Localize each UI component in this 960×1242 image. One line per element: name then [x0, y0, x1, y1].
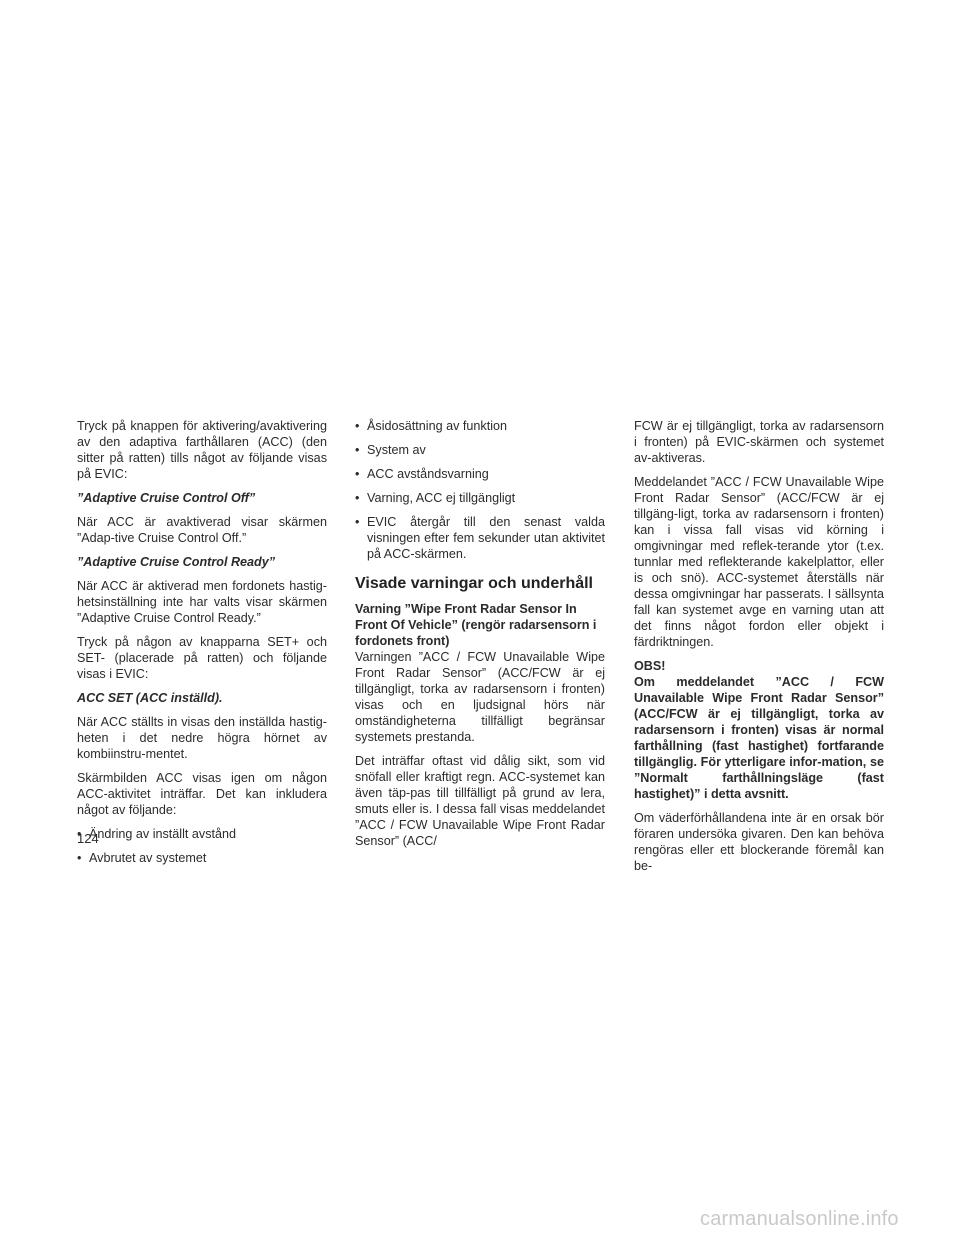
note-label: OBS!	[634, 659, 666, 673]
column-middle	[355, 418, 605, 857]
list-item: • ACC avståndsvarning	[355, 466, 605, 482]
bullet-list	[355, 418, 605, 562]
message-heading-off: ”Adaptive Cruise Control Off”	[77, 491, 256, 505]
list-item: • Varning, ACC ej tillgängligt	[355, 490, 605, 506]
note-text: Om meddelandet ”ACC / FCW Unavailable Wipe Front Radar Sensor” (ACC/FCW är ej tillgängligt, torka av radarsensorn i fronten) visas är normal farthållning (fast hastighet) fortfarande tillgänglig. För ytterligare infor-mation, se ”Normalt farthållningsläge (fast hastighet)” i detta avsnitt.	[634, 675, 884, 801]
paragraph: När ACC är avaktiverad visar skärmen ”Adap-tive Cruise Control Off.”	[77, 515, 327, 545]
paragraph: FCW är ej tillgängligt, torka av radarsensorn i fronten) på EVIC-skärmen och systemet av-aktiveras.	[634, 419, 884, 465]
message-heading-ready: ”Adaptive Cruise Control Ready”	[77, 555, 276, 569]
list-item: • System av	[355, 442, 605, 458]
paragraph: Tryck på någon av knapparna SET+ och SET- (placerade på ratten) och följande visas i EVIC:	[77, 635, 327, 681]
paragraph: När ACC ställts in visas den inställda hastig-heten i det nedre högra hörnet av kombiinstru-mentet.	[77, 715, 327, 761]
column-right	[634, 418, 884, 882]
paragraph: Tryck på knappen för aktivering/avaktivering av den adaptiva farthållaren (ACC) (den sitter på ratten) tills något av följande visas på EVIC:	[77, 419, 327, 481]
column-left	[77, 418, 327, 874]
message-heading-set: ACC SET (ACC inställd).	[77, 691, 223, 705]
paragraph: Meddelandet ”ACC / FCW Unavailable Wipe Front Radar Sensor” (ACC/FCW är ej tillgäng-ligt, torka av radarsensorn i fronten) kan i vissa fall visas vid körning i omgivningar med reflek-terande ytor (t.ex. tunnlar med reflekterande kakelplattor, eller is och snö). ACC-systemet återställs när dessa omgivningar har passerats. I sällsynta fall kan systemet avge en varning utan att det finns något fordon eller objekt i färdriktningen.	[634, 475, 884, 649]
list-item: • Åsidosättning av funktion	[355, 418, 605, 434]
page-number: 124	[77, 831, 99, 846]
paragraph: Varningen ”ACC / FCW Unavailable Wipe Front Radar Sensor” (ACC/FCW är ej tillgängligt, torka av radarsensorn i fronten) visas och en ljudsignal hörs när omständigheterna tillfälligt begränsar systemets prestanda.	[355, 650, 605, 744]
list-item: • EVIC återgår till den senast valda visningen efter fem sekunder utan aktivitet på ACC-skärmen.	[355, 514, 605, 562]
section-heading: Visade varningar och underhåll	[355, 575, 593, 592]
paragraph: När ACC är aktiverad men fordonets hastig-hetsinställning inte har valts visar skärmen ”Adaptive Cruise Control Ready.”	[77, 579, 327, 625]
list-item: • Ändring av inställt avstånd	[77, 826, 327, 842]
paragraph: Det inträffar oftast vid dålig sikt, som vid snöfall eller kraftigt regn. ACC-systemet kan även täp-pas till tillfälligt på grund av lera, smuts eller is. I dessa fall visas meddelandet ”ACC / FCW Unavailable Wipe Front Radar Sensor” (ACC/	[355, 754, 605, 848]
paragraph: Skärmbilden ACC visas igen om någon ACC-aktivitet inträffar. Det kan inkludera något av följande:	[77, 771, 327, 817]
list-item: • Avbrutet av systemet	[77, 850, 327, 866]
sub-heading: Varning ”Wipe Front Radar Sensor In Front Of Vehicle” (rengör radarsensorn i fordonets front)	[355, 602, 597, 648]
watermark: carmanualsonline.info	[700, 1208, 899, 1230]
paragraph: Om väderförhållandena inte är en orsak bör föraren undersöka givaren. Den kan behöva rengöras eller ett blockerande föremål kan be-	[634, 811, 884, 873]
bullet-list	[77, 826, 327, 866]
